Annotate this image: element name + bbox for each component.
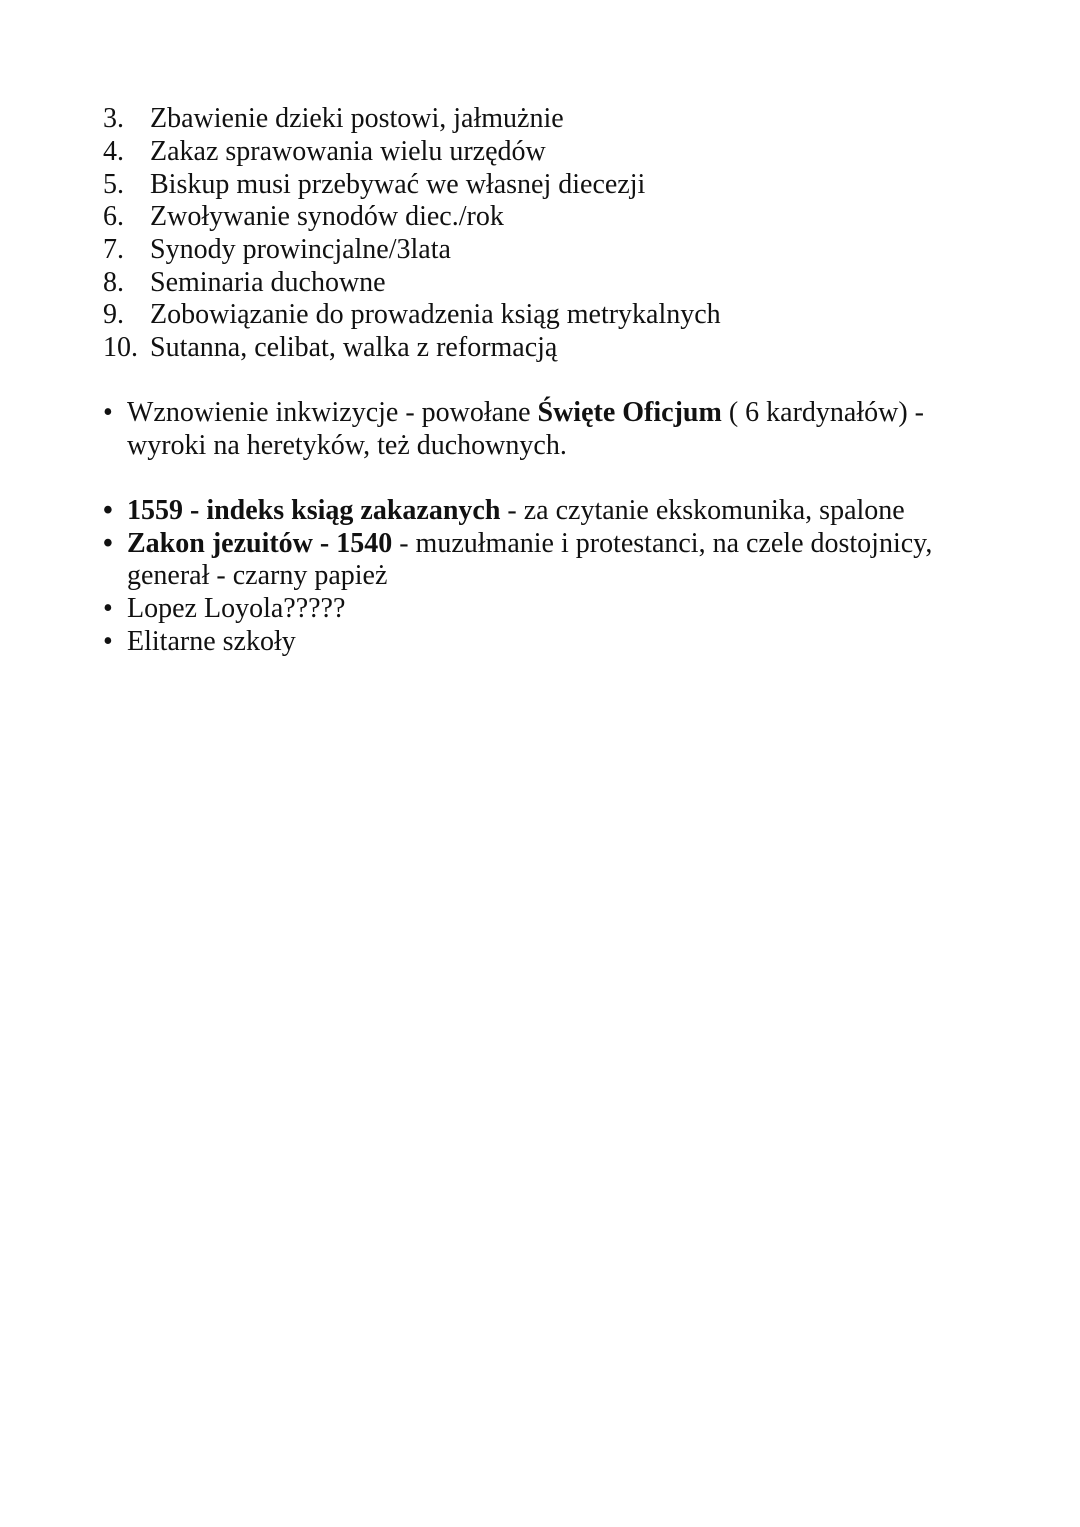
bullet-text: Elitarne szkoły [127,626,296,657]
bullet-text-bold: Zakon jezuitów - 1540 [127,528,393,559]
bullet-text [127,396,924,429]
list-item-text: Sutanna, celibat, walka z reformacją [150,332,558,363]
list-item-text: Zbawienie dzieki postowi, jałmużnie [150,103,564,134]
bullet-marker: • [103,397,113,428]
list-item-text: Seminaria duchowne [150,267,386,298]
list-number: 9. [103,299,124,330]
list-item-text: Biskup musi przebywać we własnej diecezji [150,169,646,200]
list-number: 6. [103,201,124,232]
list-number: 4. [103,136,124,167]
bullet-text-bold: Święte Oficjum [537,397,722,428]
bullet-text-rest: - muzułmanie i protestanci, na czele dostojnicy, [392,528,933,559]
bullet-text: wyroki na heretyków, też duchownych. [127,430,567,461]
bullet-marker: • [103,626,113,657]
bullet-text [127,494,905,527]
bullet-text: generał - czarny papież [127,560,388,591]
bullet-text: Lopez Loyola????? [127,593,346,624]
bullet-text [127,527,932,560]
list-item-text: Zobowiązanie do prowadzenia ksiąg metrykalnych [150,299,721,330]
bullet-text-after: ( 6 kardynałów) - [721,397,924,428]
list-item-text: Zakaz sprawowania wielu urzędów [150,136,546,167]
bullet-text-bold: 1559 - indeks ksiąg zakazanych [127,495,501,526]
bullet-text-before: Wznowienie inkwizycje - powołane [127,397,538,428]
list-item-text: Zwoływanie synodów diec./rok [150,201,504,232]
list-number: 5. [103,169,124,200]
list-number: 3. [103,103,124,134]
list-number: 8. [103,267,124,298]
bullet-marker: • [103,528,113,559]
bullet-marker: • [103,495,113,526]
bullet-marker: • [103,593,113,624]
list-item-text: Synody prowincjalne/3lata [150,234,451,265]
list-number: 10. [103,332,138,363]
bullet-text-rest: - za czytanie ekskomunika, spalone [500,495,905,526]
list-number: 7. [103,234,124,265]
